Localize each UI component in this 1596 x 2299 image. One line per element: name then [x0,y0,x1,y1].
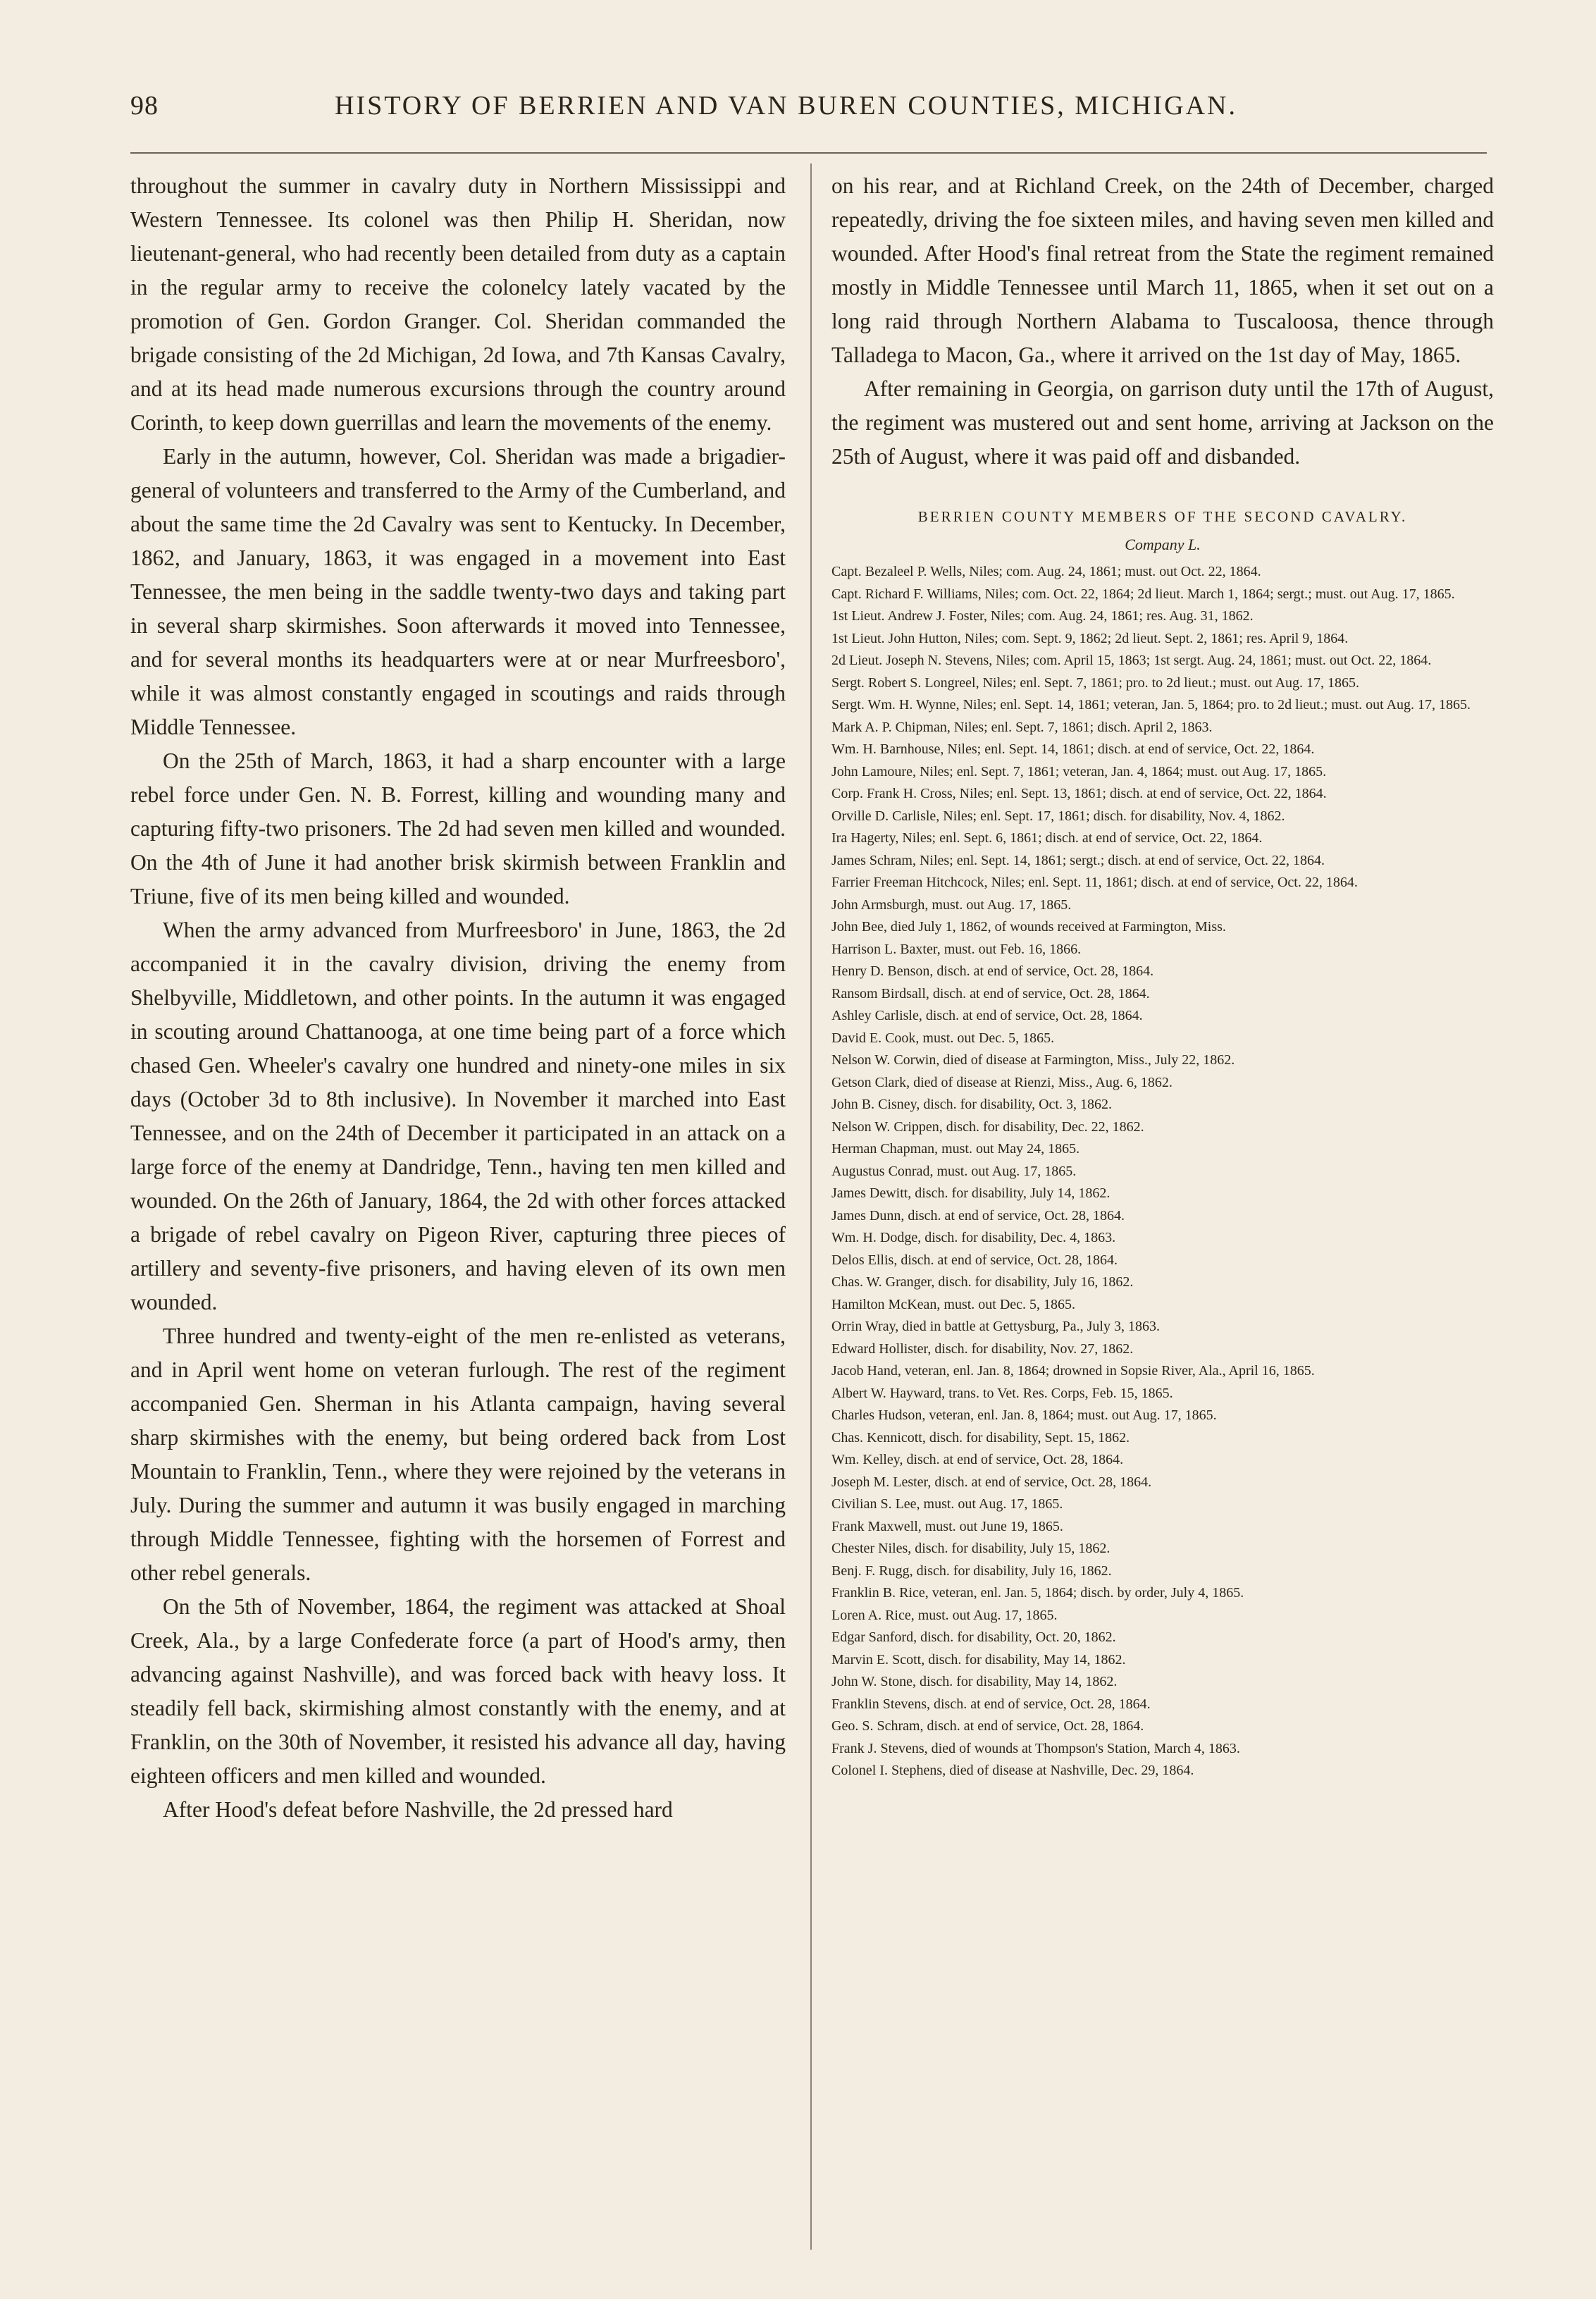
page-header [130,90,1476,132]
paragraph: On the 25th of March, 1863, it had a sharp encounter with a large rebel force under Gen. N. B. Forrest, killing and wounding many and capturing fifty-two prisoners. The 2d had seven men killed and wounded. On the 4th of June it had another brisk skirmish between Franklin and Triune, five of its men being killed and wounded. [130,748,786,908]
roster-entry: Benj. F. Rugg, disch. for disability, July 16, 1862. [831,1563,1112,1579]
roster-entry: Chester Niles, disch. for disability, July 15, 1862. [831,1541,1111,1556]
roster-entry: Loren A. Rice, must. out Aug. 17, 1865. [831,1607,1058,1623]
roster-entry: Capt. Richard F. Williams, Niles; com. Oct. 22, 1864; 2d lieut. March 1, 1864; sergt.; must. out Aug. 17, 1865. [831,586,1455,602]
roster-entry: Mark A. P. Chipman, Niles; enl. Sept. 7, 1861; disch. April 2, 1863. [831,719,1213,735]
paragraph: on his rear, and at Richland Creek, on the 24th of December, charged repeatedly, driving the foe sixteen miles, and having seven men killed and wounded. After Hood's final retreat from the State the regiment remained mostly in Middle Tennessee until March 11, 1865, when it set out on a long raid through Northern Alabama to Tuscaloosa, thence through Talladega to Macon, Ga., where it arrived on the 1st day of May, 1865. [831,173,1494,367]
roster-entry: Harrison L. Baxter, must. out Feb. 16, 1866. [831,941,1082,957]
roster-entry: Henry D. Benson, disch. at end of service, Oct. 28, 1864. [831,963,1154,979]
roster-entry: Marvin E. Scott, disch. for disability, May 14, 1862. [831,1651,1126,1668]
roster-entry: Nelson W. Corwin, died of disease at Farmington, Miss., July 22, 1862. [831,1052,1235,1068]
roster-entry: 1st Lieut. John Hutton, Niles; com. Sept. 9, 1862; 2d lieut. Sept. 2, 1861; res. April 9, 1864. [831,630,1349,646]
roster-entry: Hamilton McKean, must. out Dec. 5, 1865. [831,1296,1076,1312]
roster-entry: Orville D. Carlisle, Niles; enl. Sept. 17, 1861; disch. for disability, Nov. 4, 1862. [831,808,1285,824]
roster-entry: Nelson W. Crippen, disch. for disability, Dec. 22, 1862. [831,1118,1144,1135]
roster-entry: John Bee, died July 1, 1862, of wounds received at Farmington, Miss. [831,919,1226,935]
roster-entry: David E. Cook, must. out Dec. 5, 1865. [831,1030,1055,1046]
roster-entry: Frank J. Stevens, died of wounds at Thompson's Station, March 4, 1863. [831,1740,1240,1756]
right-column [831,169,1494,1782]
page-number: 98 [130,91,159,121]
company-heading: Company L. [1125,536,1201,553]
paragraph: When the army advanced from Murfreesboro' in June, 1863, the 2d accompanied it in the cavalry division, driving the enemy from Shelbyville, Middletown, and other points. In the autumn it was engaged in scouting around Chattanooga, at one time being part of a force which chased Gen. Wheeler's cavalry one hundred and ninety-one miles in six days (October 3d to 8th inclusive). In November it marched into East Tennessee, and on the 24th of December it participated in an attack on a large force of the enemy at Dandridge, Tenn., having ten men killed and wounded. On the 26th of January, 1864, the 2d with other forces attacked a brigade of rebel cavalry on Pigeon River, capturing three pieces of artillery and seventy-five prisoners, and having eleven of its own men wounded. [130,918,786,1314]
column-divider [810,164,812,2250]
roster-entry: Civilian S. Lee, must. out Aug. 17, 1865. [831,1496,1063,1512]
roster-entry: John W. Stone, disch. for disability, May 14, 1862. [831,1674,1118,1689]
roster-entry: Farrier Freeman Hitchcock, Niles; enl. Sept. 11, 1861; disch. at end of service, Oct. 22, 1864. [831,875,1358,890]
roster-entry: Frank Maxwell, must. out June 19, 1865. [831,1518,1063,1534]
roster-entry: Ira Hagerty, Niles; enl. Sept. 6, 1861; disch. at end of service, Oct. 22, 1864. [831,830,1263,846]
roster-entry: Sergt. Wm. H. Wynne, Niles; enl. Sept. 14, 1861; veteran, Jan. 5, 1864; pro. to 2d lieut.; must. out Aug. 17, 1865. [831,697,1471,713]
roster-heading: BERRIEN COUNTY MEMBERS OF THE SECOND CAVALRY. [917,508,1408,525]
roster-entry: James Schram, Niles; enl. Sept. 14, 1861; sergt.; disch. at end of service, Oct. 22, 1864. [831,852,1325,868]
roster-entry: Orrin Wray, died in battle at Gettysburg, Pa., July 3, 1863. [831,1319,1160,1334]
roster-entry: Wm. H. Barnhouse, Niles; enl. Sept. 14, 1861; disch. at end of service, Oct. 22, 1864. [831,741,1315,757]
roster-entry: Ransom Birdsall, disch. at end of service, Oct. 28, 1864. [831,985,1150,1001]
roster-entry: Albert W. Hayward, trans. to Vet. Res. Corps, Feb. 15, 1865. [831,1385,1173,1401]
header-rule [130,152,1487,154]
running-title: HISTORY OF BERRIEN AND VAN BUREN COUNTIES, MICHIGAN. [335,91,1237,121]
roster-entry: Wm. Kelley, disch. at end of service, Oct. 28, 1864. [831,1452,1124,1467]
roster-entry: Augustus Conrad, must. out Aug. 17, 1865. [831,1163,1077,1179]
paragraph: After Hood's defeat before Nashville, the 2d pressed hard [163,1797,673,1822]
roster-entry: Chas. W. Granger, disch. for disability, July 16, 1862. [831,1274,1134,1290]
roster-entry: Franklin Stevens, disch. at end of service, Oct. 28, 1864. [831,1696,1151,1712]
roster-entry: James Dewitt, disch. for disability, July 14, 1862. [831,1185,1111,1201]
roster-entry: Getson Clark, died of disease at Rienzi, Miss., Aug. 6, 1862. [831,1074,1173,1090]
roster-entry: Chas. Kennicott, disch. for disability, Sept. 15, 1862. [831,1429,1130,1446]
paragraph: throughout the summer in cavalry duty in Northern Mississippi and Western Tennessee. Its colonel was then Philip H. Sheridan, now lieutenant-general, who had recently been detailed from duty as a captain in the regular army to receive the colonelcy lately vacated by the promotion of Gen. Gordon Granger. Col. Sheridan commanded the brigade consisting of the 2d Michigan, 2d Iowa, and 7th Kansas Cavalry, and at its head made numerous excursions through the country around Corinth, to keep down guerrillas and learn the movements of the enemy. [130,173,786,435]
roster-entry: Jacob Hand, veteran, enl. Jan. 8, 1864; drowned in Sopsie River, Ala., April 16, 1865. [831,1363,1315,1379]
roster-entry: James Dunn, disch. at end of service, Oct. 28, 1864. [831,1207,1125,1224]
left-column [130,169,786,1827]
member-roster [831,561,1494,1782]
paragraph: After remaining in Georgia, on garrison duty until the 17th of August, the regiment was mustered out and sent home, arriving at Jackson on the 25th of August, where it was paid off and disbanded. [831,376,1494,469]
roster-entry: Edgar Sanford, disch. for disability, Oct. 20, 1862. [831,1629,1116,1645]
roster-entry: Herman Chapman, must. out May 24, 1865. [831,1141,1080,1157]
paragraph: On the 5th of November, 1864, the regiment was attacked at Shoal Creek, Ala., by a large Confederate force (a part of Hood's army, then advancing against Nashville), and was forced back with heavy loss. It steadily fell back, skirmishing almost constantly with the enemy, and at Franklin, on the 30th of November, it resisted his advance all day, having eighteen officers and men killed and wounded. [130,1594,786,1788]
paragraph: Three hundred and twenty-eight of the men re-enlisted as veterans, and in April went home on veteran furlough. The rest of the regiment accompanied Gen. Sherman in his Atlanta campaign, having several sharp skirmishes with the enemy, but being ordered back from Lost Mountain to Franklin, Tenn., where they were rejoined by the veterans in July. During the summer and autumn it was busily engaged in marching through Middle Tennessee, fighting with the horsemen of Forrest and other rebel generals. [130,1324,786,1585]
roster-entry: Corp. Frank H. Cross, Niles; enl. Sept. 13, 1861; disch. at end of service, Oct. 22, 1864. [831,786,1327,801]
roster-entry: 2d Lieut. Joseph N. Stevens, Niles; com. April 15, 1863; 1st sergt. Aug. 24, 1861; must. out Oct. 22, 1864. [831,653,1432,668]
roster-entry: Ashley Carlisle, disch. at end of service, Oct. 28, 1864. [831,1008,1143,1023]
roster-entry: John B. Cisney, disch. for disability, Oct. 3, 1862. [831,1097,1112,1112]
roster-entry: Sergt. Robert S. Longreel, Niles; enl. Sept. 7, 1861; pro. to 2d lieut.; must. out Aug. 17, 1865. [831,674,1360,691]
roster-entry: Geo. S. Schram, disch. at end of service, Oct. 28, 1864. [831,1718,1144,1734]
roster-entry: Wm. H. Dodge, disch. for disability, Dec. 4, 1863. [831,1230,1116,1245]
roster-entry: Franklin B. Rice, veteran, enl. Jan. 5, 1864; disch. by order, July 4, 1865. [831,1585,1244,1601]
roster-entry: John Armsburgh, must. out Aug. 17, 1865. [831,896,1072,913]
roster-entry: 1st Lieut. Andrew J. Foster, Niles; com. Aug. 24, 1861; res. Aug. 31, 1862. [831,608,1254,624]
paragraph: Early in the autumn, however, Col. Sheridan was made a brigadier-general of volunteers and transferred to the Army of the Cumberland, and about the same time the 2d Cavalry was sent to Kentucky. In December, 1862, and January, 1863, it was engaged in a movement into East Tennessee, the men being in the saddle twenty-two days and taking part in several sharp skirmishes. Soon afterwards it moved into Tennessee, and for several months its headquarters were at or near Murfreesboro', while it was almost constantly engaged in scoutings and raids through Middle Tennessee. [130,444,786,739]
roster-entry: John Lamoure, Niles; enl. Sept. 7, 1861; veteran, Jan. 4, 1864; must. out Aug. 17, 1865. [831,763,1327,779]
roster-entry: Joseph M. Lester, disch. at end of service, Oct. 28, 1864. [831,1474,1152,1490]
roster-entry: Colonel I. Stephens, died of disease at Nashville, Dec. 29, 1864. [831,1763,1194,1778]
roster-entry: Delos Ellis, disch. at end of service, Oct. 28, 1864. [831,1252,1118,1268]
roster-entry: Charles Hudson, veteran, enl. Jan. 8, 1864; must. out Aug. 17, 1865. [831,1407,1217,1423]
roster-entry: Edward Hollister, disch. for disability, Nov. 27, 1862. [831,1340,1134,1357]
roster-entry: Capt. Bezaleel P. Wells, Niles; com. Aug. 24, 1861; must. out Oct. 22, 1864. [831,564,1261,579]
